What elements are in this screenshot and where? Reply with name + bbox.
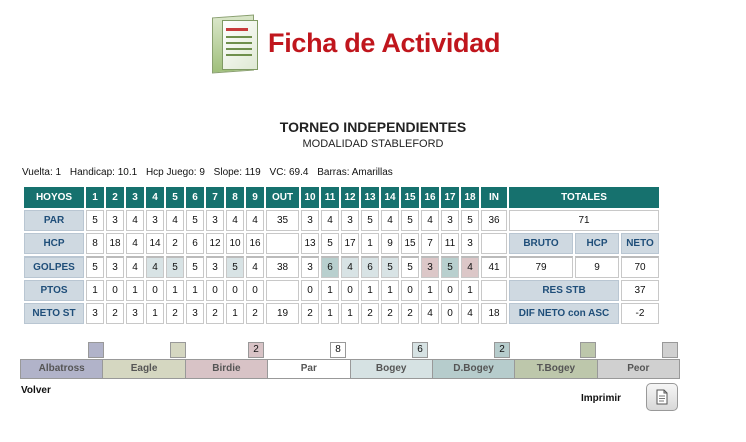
legend-counts <box>22 342 678 356</box>
round-info <box>22 167 399 178</box>
neto-cell: 2 <box>381 303 399 324</box>
hcp-cell: 7 <box>421 233 439 254</box>
barras-info: Barras: Amarillas <box>317 167 393 178</box>
neto-out: 19 <box>266 303 299 324</box>
hole-header: 9 <box>246 187 264 208</box>
hcp-cell: 12 <box>206 233 224 254</box>
vc-info: VC: 69.4 <box>269 167 309 178</box>
par-row <box>24 210 659 231</box>
hcp-cell: 14 <box>146 233 164 254</box>
hole-header: 13 <box>361 187 379 208</box>
neto-cell: 3 <box>186 303 204 324</box>
document-stack-icon <box>208 14 260 72</box>
ptos-cell: 1 <box>421 280 439 301</box>
ptos-cell: 0 <box>226 280 244 301</box>
ptos-label: PTOS <box>24 280 84 301</box>
ptos-cell: 1 <box>381 280 399 301</box>
neto-cell: 4 <box>421 303 439 324</box>
golpes-cell: 3 <box>301 256 319 278</box>
neto-cell: 2 <box>246 303 264 324</box>
hole-header: 7 <box>206 187 224 208</box>
birdie-count: 2 <box>248 342 264 358</box>
hole-header: 5 <box>166 187 184 208</box>
par-cell: 5 <box>186 210 204 231</box>
hcp-cell: 1 <box>361 233 379 254</box>
hcp-cell: 9 <box>381 233 399 254</box>
par-cell: 4 <box>321 210 339 231</box>
par-cell: 5 <box>86 210 104 231</box>
hole-header: 4 <box>146 187 164 208</box>
neto-cell: 4 <box>461 303 479 324</box>
par-cell: 4 <box>226 210 244 231</box>
hcp-out <box>266 233 299 254</box>
ptos-cell: 0 <box>401 280 419 301</box>
par-out: 35 <box>266 210 299 231</box>
hcp-in <box>481 233 507 254</box>
legend-peor: Peor <box>598 360 679 378</box>
golpes-out: 38 <box>266 256 299 278</box>
totales-header: TOTALES <box>509 187 659 208</box>
hole-header: 18 <box>461 187 479 208</box>
par-cell: 3 <box>441 210 459 231</box>
legend-dbogey: D.Bogey <box>433 360 515 378</box>
scorecard-table <box>22 185 661 326</box>
hoyos-label: HOYOS <box>24 187 84 208</box>
par-cell: 4 <box>166 210 184 231</box>
hole-header: 6 <box>186 187 204 208</box>
par-cell: 3 <box>301 210 319 231</box>
albatross-swatch <box>88 342 104 358</box>
golpes-label: GOLPES <box>24 256 84 278</box>
ptos-cell: 1 <box>321 280 339 301</box>
neto-cell: 3 <box>126 303 144 324</box>
golpes-cell: 3 <box>206 256 224 278</box>
neto-cell: 2 <box>206 303 224 324</box>
neto-cell: 1 <box>341 303 359 324</box>
score-legend <box>20 359 680 379</box>
tournament-modality: MODALIDAD STABLEFORD <box>302 138 444 150</box>
ptos-cell: 1 <box>126 280 144 301</box>
tbogey-swatch <box>580 342 596 358</box>
par-cell: 5 <box>461 210 479 231</box>
hcp-cell: 16 <box>246 233 264 254</box>
print-icon <box>655 389 669 405</box>
dif-neto-value: -2 <box>621 303 659 324</box>
par-total: 71 <box>509 210 659 231</box>
golpes-cell: 5 <box>381 256 399 278</box>
golpes-cell: 5 <box>166 256 184 278</box>
peor-swatch <box>662 342 678 358</box>
par-cell: 4 <box>381 210 399 231</box>
hole-header: 16 <box>421 187 439 208</box>
golpes-cell: 5 <box>186 256 204 278</box>
ptos-cell: 0 <box>301 280 319 301</box>
ptos-cell: 1 <box>186 280 204 301</box>
hcp-row <box>24 233 659 254</box>
hcp-cell: 6 <box>186 233 204 254</box>
golpes-cell: 4 <box>126 256 144 278</box>
tournament-name: TORNEO INDEPENDIENTES <box>279 119 467 135</box>
par-label: PAR <box>24 210 84 231</box>
par-cell: 4 <box>421 210 439 231</box>
neto-st-label: NETO ST <box>24 303 84 324</box>
ptos-row <box>24 280 659 301</box>
hole-header: 3 <box>126 187 144 208</box>
ptos-cell: 1 <box>86 280 104 301</box>
ptos-out <box>266 280 299 301</box>
hole-header: 1 <box>86 187 104 208</box>
neto-cell: 1 <box>226 303 244 324</box>
hcp-cell: 17 <box>341 233 359 254</box>
bruto-label: BRUTO <box>509 233 573 254</box>
ptos-cell: 0 <box>206 280 224 301</box>
par-count: 8 <box>330 342 346 358</box>
golpes-cell: 5 <box>441 256 459 278</box>
golpes-cell: 5 <box>226 256 244 278</box>
dif-neto-label: DIF NETO con ASC <box>509 303 619 324</box>
par-cell: 3 <box>206 210 224 231</box>
ptos-cell: 1 <box>166 280 184 301</box>
neto-cell: 2 <box>401 303 419 324</box>
golpes-in: 41 <box>481 256 507 278</box>
par-cell: 4 <box>126 210 144 231</box>
hole-header: 14 <box>381 187 399 208</box>
par-cell: 5 <box>361 210 379 231</box>
hole-header: 11 <box>321 187 339 208</box>
vuelta-info: Vuelta: 1 <box>22 167 62 178</box>
page-title: Ficha de Actividad <box>268 27 501 58</box>
par-cell: 3 <box>146 210 164 231</box>
hcp-cell: 4 <box>126 233 144 254</box>
par-in: 36 <box>481 210 507 231</box>
golpes-cell: 4 <box>146 256 164 278</box>
neto-cell: 3 <box>86 303 104 324</box>
hole-header: 15 <box>401 187 419 208</box>
par-cell: 3 <box>341 210 359 231</box>
par-cell: 4 <box>246 210 264 231</box>
par-cell: 3 <box>106 210 124 231</box>
page-header <box>208 12 500 74</box>
legend-eagle: Eagle <box>103 360 185 378</box>
volver-link[interactable]: Volver <box>21 385 51 396</box>
neto-cell: 2 <box>106 303 124 324</box>
bogey-count: 6 <box>412 342 428 358</box>
neto-cell: 2 <box>166 303 184 324</box>
ptos-cell: 0 <box>246 280 264 301</box>
neto-cell: 2 <box>361 303 379 324</box>
golpes-cell: 4 <box>246 256 264 278</box>
hcp-cell: 11 <box>441 233 459 254</box>
hcp-total-value: 9 <box>575 256 619 278</box>
par-cell: 5 <box>401 210 419 231</box>
hcp-juego-info: Hcp Juego: 9 <box>145 167 205 178</box>
legend-albatross: Albatross <box>21 360 103 378</box>
golpes-cell: 6 <box>321 256 339 278</box>
legend-bogey: Bogey <box>351 360 433 378</box>
neto-cell: 1 <box>146 303 164 324</box>
golpes-cell: 5 <box>86 256 104 278</box>
ptos-cell: 1 <box>361 280 379 301</box>
hcp-cell: 15 <box>401 233 419 254</box>
golpes-cell: 5 <box>401 256 419 278</box>
bruto-value: 79 <box>509 256 573 278</box>
neto-cell: 0 <box>441 303 459 324</box>
golpes-cell: 3 <box>106 256 124 278</box>
hcp-cell: 5 <box>321 233 339 254</box>
golpes-cell: 3 <box>421 256 439 278</box>
neto-in: 18 <box>481 303 507 324</box>
imprimir-label: Imprimir <box>581 393 622 404</box>
handicap-info: Handicap: 10.1 <box>69 167 138 178</box>
neto-label: NETO <box>621 233 659 254</box>
golpes-cell: 4 <box>341 256 359 278</box>
legend-birdie: Birdie <box>186 360 268 378</box>
hole-header: 8 <box>226 187 244 208</box>
ptos-cell: 0 <box>146 280 164 301</box>
hcp-cell: 13 <box>301 233 319 254</box>
neto-value: 70 <box>621 256 659 278</box>
hcp-cell: 10 <box>226 233 244 254</box>
neto-row <box>24 303 659 324</box>
ptos-in <box>481 280 507 301</box>
in-header: IN <box>481 187 507 208</box>
out-header: OUT <box>266 187 299 208</box>
golpes-row <box>24 256 659 278</box>
golpes-cell: 4 <box>461 256 479 278</box>
hole-header: 2 <box>106 187 124 208</box>
res-stb-value: 37 <box>621 280 659 301</box>
ptos-cell: 0 <box>106 280 124 301</box>
ptos-cell: 1 <box>461 280 479 301</box>
res-stb-label: RES STB <box>509 280 619 301</box>
hoyos-row <box>24 187 659 208</box>
golpes-cell: 6 <box>361 256 379 278</box>
legend-tbogey: T.Bogey <box>515 360 597 378</box>
hcp-cell: 3 <box>461 233 479 254</box>
dbogey-count: 2 <box>494 342 510 358</box>
print-button[interactable] <box>646 383 678 411</box>
eagle-swatch <box>170 342 186 358</box>
neto-cell: 1 <box>321 303 339 324</box>
hole-header: 12 <box>341 187 359 208</box>
slope-info: Slope: 119 <box>213 167 261 178</box>
hcp-total-label: HCP <box>575 233 619 254</box>
hole-header: 10 <box>301 187 319 208</box>
neto-cell: 2 <box>301 303 319 324</box>
hcp-cell: 2 <box>166 233 184 254</box>
ptos-cell: 0 <box>441 280 459 301</box>
hcp-label: HCP <box>24 233 84 254</box>
hcp-cell: 8 <box>86 233 104 254</box>
ptos-cell: 0 <box>341 280 359 301</box>
hole-header: 17 <box>441 187 459 208</box>
hcp-cell: 18 <box>106 233 124 254</box>
legend-par: Par <box>268 360 350 378</box>
